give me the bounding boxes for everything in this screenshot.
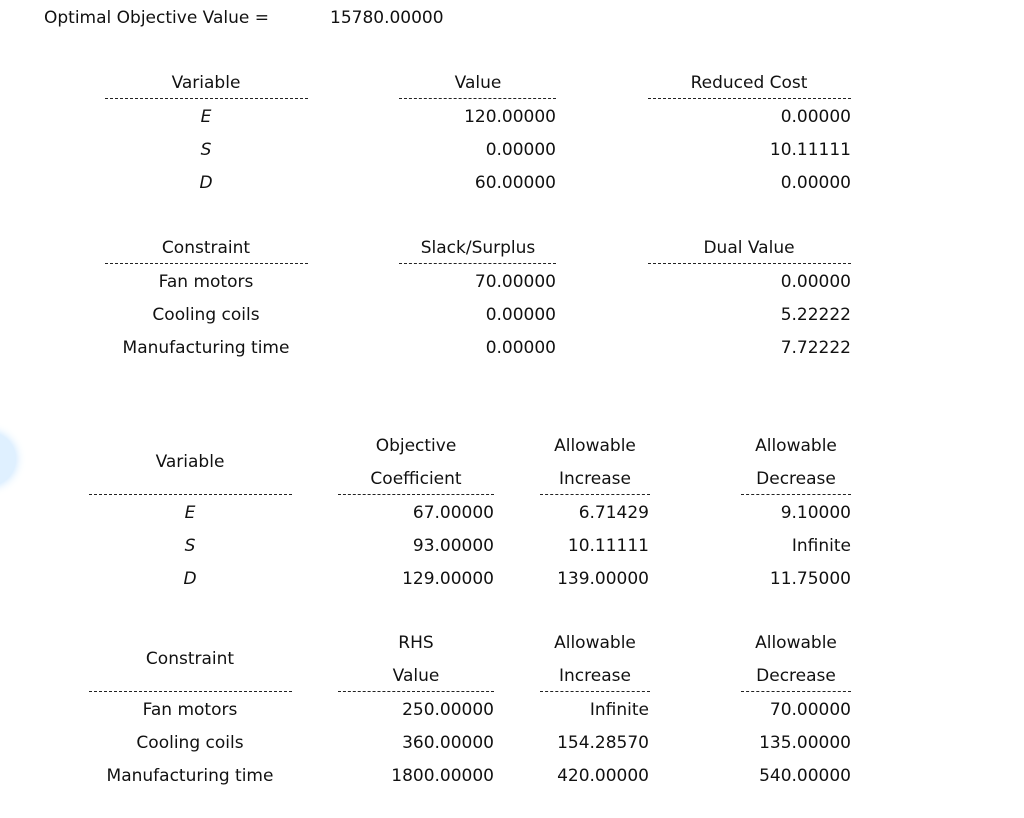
table4-row2-increase: 154.28570 <box>557 733 649 753</box>
table2-row3-constraint: Manufacturing time <box>122 338 290 358</box>
table1-header-value: Value <box>454 73 502 93</box>
table3-row2-decrease: Infinite <box>791 536 851 556</box>
table4-header-rhs: RHS <box>398 633 434 653</box>
table4-divider-decrease <box>741 691 851 692</box>
table3-header-increase: Increase <box>559 469 631 489</box>
table2-row3-slack: 0.00000 <box>485 338 556 358</box>
table4-row3-increase: 420.00000 <box>557 766 649 786</box>
table4-row1-value: 250.00000 <box>402 700 494 720</box>
table4-divider-value <box>338 691 494 692</box>
table4-header-increase: Increase <box>559 666 631 686</box>
table2-row2-slack: 0.00000 <box>485 305 556 325</box>
table4-row2-value: 360.00000 <box>402 733 494 753</box>
table4-row2-decrease: 135.00000 <box>759 733 851 753</box>
table1-row1-reduced-cost: 0.00000 <box>780 107 851 127</box>
table4-row3-decrease: 540.00000 <box>759 766 851 786</box>
objective-value: 15780.00000 <box>330 8 444 28</box>
table3-row1-increase: 6.71429 <box>578 503 649 523</box>
table3-header-objective: Objective <box>375 436 457 456</box>
table3-divider-variable <box>89 494 292 495</box>
table2-header-constraint: Constraint <box>161 238 251 258</box>
table1-row2-reduced-cost: 10.11111 <box>769 140 851 160</box>
table2-row1-constraint: Fan motors <box>158 272 254 292</box>
table3-header-coefficient: Coefficient <box>370 469 462 489</box>
table1-row3-reduced-cost: 0.00000 <box>780 173 851 193</box>
objective-label: Optimal Objective Value = <box>44 8 270 28</box>
table1-divider-variable <box>105 98 308 99</box>
table1-row2-value: 0.00000 <box>485 140 556 160</box>
table3-divider-increase <box>540 494 650 495</box>
table1-row1-variable: E <box>200 107 212 127</box>
table2-divider-dual <box>648 263 851 264</box>
table4-divider-increase <box>540 691 650 692</box>
table1-row2-variable: S <box>200 140 212 160</box>
table3-row2-increase: 10.11111 <box>567 536 649 556</box>
window-edge-glow <box>0 432 16 486</box>
table3-row1-decrease: 9.10000 <box>780 503 851 523</box>
table3-divider-coefficient <box>338 494 494 495</box>
table4-divider-constraint <box>89 691 292 692</box>
table4-header-value: Value <box>392 666 440 686</box>
table1-header-reduced-cost: Reduced Cost <box>690 73 808 93</box>
table4-row3-value: 1800.00000 <box>391 766 494 786</box>
table4-row2-constraint: Cooling coils <box>136 733 244 753</box>
table3-row1-coefficient: 67.00000 <box>412 503 494 523</box>
table1-row1-value: 120.00000 <box>464 107 556 127</box>
table2-row1-slack: 70.00000 <box>474 272 556 292</box>
table1-divider-reduced-cost <box>648 98 851 99</box>
table4-header-decrease: Decrease <box>756 666 836 686</box>
table3-row2-coefficient: 93.00000 <box>412 536 494 556</box>
table4-header-allowable-dec: Allowable <box>755 633 837 653</box>
table2-divider-slack <box>399 263 556 264</box>
table3-row3-increase: 139.00000 <box>557 569 649 589</box>
table1-divider-value <box>399 98 556 99</box>
table3-row2-variable: S <box>184 536 196 556</box>
table3-row3-variable: D <box>183 569 197 589</box>
table4-row1-increase: Infinite <box>589 700 649 720</box>
table2-header-dual-value: Dual Value <box>703 238 795 258</box>
table3-row1-variable: E <box>184 503 196 523</box>
table4-row1-decrease: 70.00000 <box>769 700 851 720</box>
table3-row3-decrease: 11.75000 <box>769 569 851 589</box>
table2-row3-dual: 7.72222 <box>780 338 851 358</box>
table3-divider-decrease <box>741 494 851 495</box>
table4-header-allowable-inc: Allowable <box>554 633 636 653</box>
table1-row3-value: 60.00000 <box>474 173 556 193</box>
table3-header-allowable-dec: Allowable <box>755 436 837 456</box>
table3-row3-coefficient: 129.00000 <box>402 569 494 589</box>
table2-row1-dual: 0.00000 <box>780 272 851 292</box>
table3-header-allowable-inc: Allowable <box>554 436 636 456</box>
table1-row3-variable: D <box>199 173 213 193</box>
table2-header-slack-surplus: Slack/Surplus <box>420 238 536 258</box>
table2-row2-constraint: Cooling coils <box>152 305 260 325</box>
table4-header-constraint: Constraint <box>145 649 235 669</box>
table1-header-variable: Variable <box>171 73 241 93</box>
table2-divider-constraint <box>105 263 308 264</box>
table3-header-variable: Variable <box>155 452 225 472</box>
table4-row1-constraint: Fan motors <box>142 700 238 720</box>
table3-header-decrease: Decrease <box>756 469 836 489</box>
table2-row2-dual: 5.22222 <box>780 305 851 325</box>
table4-row3-constraint: Manufacturing time <box>106 766 274 786</box>
